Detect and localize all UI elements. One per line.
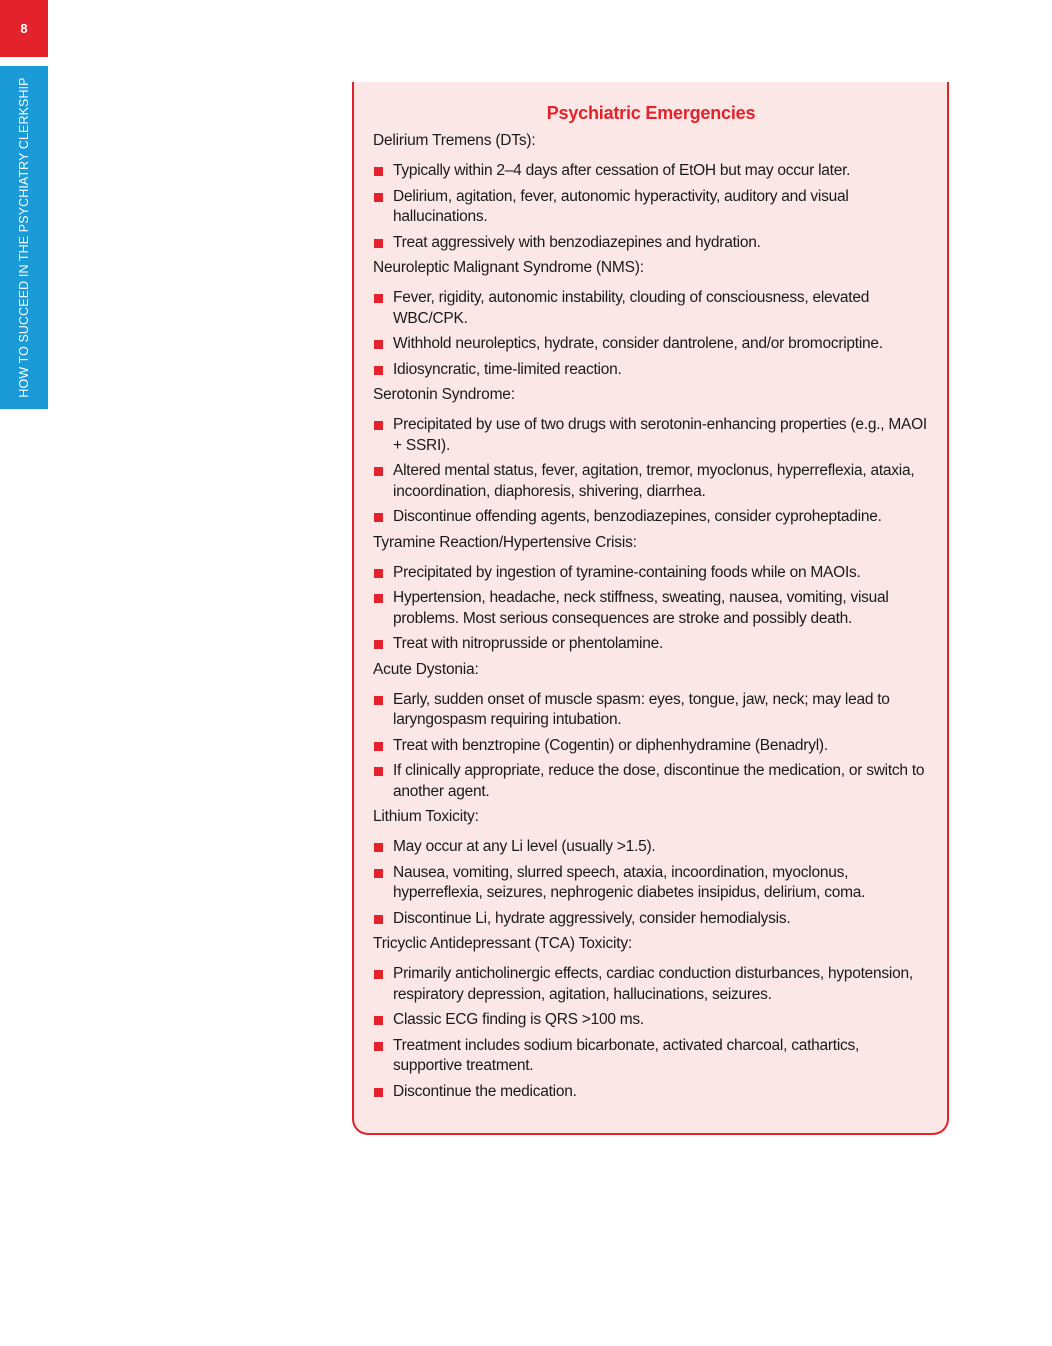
square-bullet-icon — [374, 513, 383, 522]
list-item — [373, 863, 929, 904]
list-item — [373, 161, 929, 182]
square-bullet-icon — [374, 467, 383, 476]
section-heading: Tricyclic Antidepressant (TCA) Toxicity: — [373, 935, 633, 952]
list-item — [373, 334, 929, 355]
square-bullet-icon — [374, 340, 383, 349]
list-item-text: If clinically appropriate, reduce the dose, discontinue the medication, or switch to another agent. — [393, 762, 925, 800]
list-item — [373, 909, 929, 930]
square-bullet-icon — [374, 239, 383, 248]
list-item-text: Primarily anticholinergic effects, cardiac conduction disturbances, hypotension, respiratory depression, agitation, hallucinations, seizures. — [393, 965, 913, 1003]
list-item-text: Altered mental status, fever, agitation, tremor, myoclonus, hyperreflexia, ataxia, incoordination, diaphoresis, shivering, diarrhea. — [393, 462, 915, 500]
list-item-text: Treat with benztropine (Cogentin) or diphenhydramine (Benadryl). — [393, 736, 828, 754]
square-bullet-icon — [374, 742, 383, 751]
square-bullet-icon — [374, 970, 383, 979]
list-item — [373, 964, 929, 1005]
page-number: 8 — [0, 0, 48, 57]
list-item-text: Classic ECG finding is QRS >100 ms. — [393, 1011, 644, 1028]
chapter-title: HOW TO SUCCEED IN THE PSYCHIATRY CLERKSHIP — [17, 77, 31, 398]
square-bullet-icon — [374, 1042, 383, 1051]
list-item — [373, 1036, 929, 1077]
square-bullet-icon — [374, 640, 383, 649]
list-item-text: Discontinue the medication. — [393, 1082, 577, 1100]
list-item — [373, 288, 929, 329]
square-bullet-icon — [374, 294, 383, 303]
section-heading: Tyramine Reaction/Hypertensive Crisis: — [373, 533, 637, 551]
square-bullet-icon — [374, 843, 383, 852]
list-item — [373, 187, 929, 228]
list-item-text: Typically within 2–4 days after cessation of EtOH but may occur later. — [393, 162, 851, 179]
list-item-text: Precipitated by use of two drugs with serotonin-enhancing properties (e.g., MAOI + SSRI). — [393, 416, 927, 454]
list-item — [373, 1010, 929, 1031]
list-item — [373, 588, 929, 629]
list-item — [373, 1082, 929, 1103]
list-item-text: Treat aggressively with benzodiazepines and hydration. — [393, 233, 761, 251]
square-bullet-icon — [374, 1016, 383, 1025]
list-item-text: Discontinue offending agents, benzodiazepines, consider cyproheptadine. — [393, 508, 882, 525]
list-item-text: Withhold neuroleptics, hydrate, consider dantrolene, and/or bromocriptine. — [393, 335, 883, 352]
section-list — [373, 964, 929, 1102]
section-list — [373, 563, 929, 655]
list-item-text: Treat with nitroprusside or phentolamine. — [393, 635, 664, 652]
sections-container — [373, 131, 929, 1102]
list-item — [373, 837, 929, 858]
square-bullet-icon — [374, 767, 383, 776]
list-item-text: May occur at any Li level (usually >1.5). — [393, 838, 656, 855]
list-item — [373, 415, 929, 456]
square-bullet-icon — [374, 594, 383, 603]
section-list — [373, 690, 929, 803]
list-item — [373, 507, 929, 528]
square-bullet-icon — [374, 569, 383, 578]
list-item — [373, 690, 929, 731]
box-title: Psychiatric Emergencies — [546, 103, 756, 123]
square-bullet-icon — [374, 1088, 383, 1097]
section-list — [373, 161, 929, 253]
square-bullet-icon — [374, 421, 383, 430]
section-list — [373, 837, 929, 929]
list-item — [373, 563, 929, 584]
list-item-text: Fever, rigidity, autonomic instability, clouding of consciousness, elevated WBC/CPK. — [393, 289, 870, 327]
list-item-text: Precipitated by ingestion of tyramine-containing foods while on MAOIs. — [393, 563, 861, 581]
box-content — [373, 101, 929, 1107]
square-bullet-icon — [374, 869, 383, 878]
list-item-text: Discontinue Li, hydrate aggressively, consider hemodialysis. — [393, 909, 791, 927]
list-item-text: Delirium, agitation, fever, autonomic hyperactivity, auditory and visual hallucinations. — [393, 187, 849, 225]
square-bullet-icon — [374, 366, 383, 375]
list-item — [373, 736, 929, 757]
list-item-text: Idiosyncratic, time-limited reaction. — [393, 360, 622, 378]
list-item-text: Treatment includes sodium bicarbonate, activated charcoal, cathartics, supportive treatment. — [393, 1036, 860, 1074]
square-bullet-icon — [374, 167, 383, 176]
list-item — [373, 634, 929, 655]
section-list — [373, 288, 929, 380]
section-heading: Serotonin Syndrome: — [373, 386, 515, 403]
square-bullet-icon — [374, 696, 383, 705]
section-heading: Delirium Tremens (DTs): — [373, 132, 536, 149]
list-item-text: Nausea, vomiting, slurred speech, ataxia, incoordination, myoclonus, hyperreflexia, seizures, nephrogenic diabetes insipidus, delirium, coma. — [393, 863, 866, 901]
section-heading: Lithium Toxicity: — [373, 808, 479, 825]
list-item — [373, 360, 929, 381]
section-heading: Acute Dystonia: — [373, 660, 479, 678]
section-heading: Neuroleptic Malignant Syndrome (NMS): — [373, 259, 644, 276]
list-item — [373, 761, 929, 802]
list-item-text: Early, sudden onset of muscle spasm: eyes, tongue, jaw, neck; may lead to laryngospasm requiring intubation. — [393, 690, 890, 728]
list-item — [373, 233, 929, 254]
square-bullet-icon — [374, 193, 383, 202]
list-item — [373, 461, 929, 502]
section-list — [373, 415, 929, 528]
square-bullet-icon — [374, 915, 383, 924]
chapter-side-band — [0, 66, 48, 409]
emergencies-box — [352, 82, 949, 1135]
list-item-text: Hypertension, headache, neck stiffness, sweating, nausea, vomiting, visual problems. Most serious consequences are stroke and possibly death. — [393, 589, 889, 627]
